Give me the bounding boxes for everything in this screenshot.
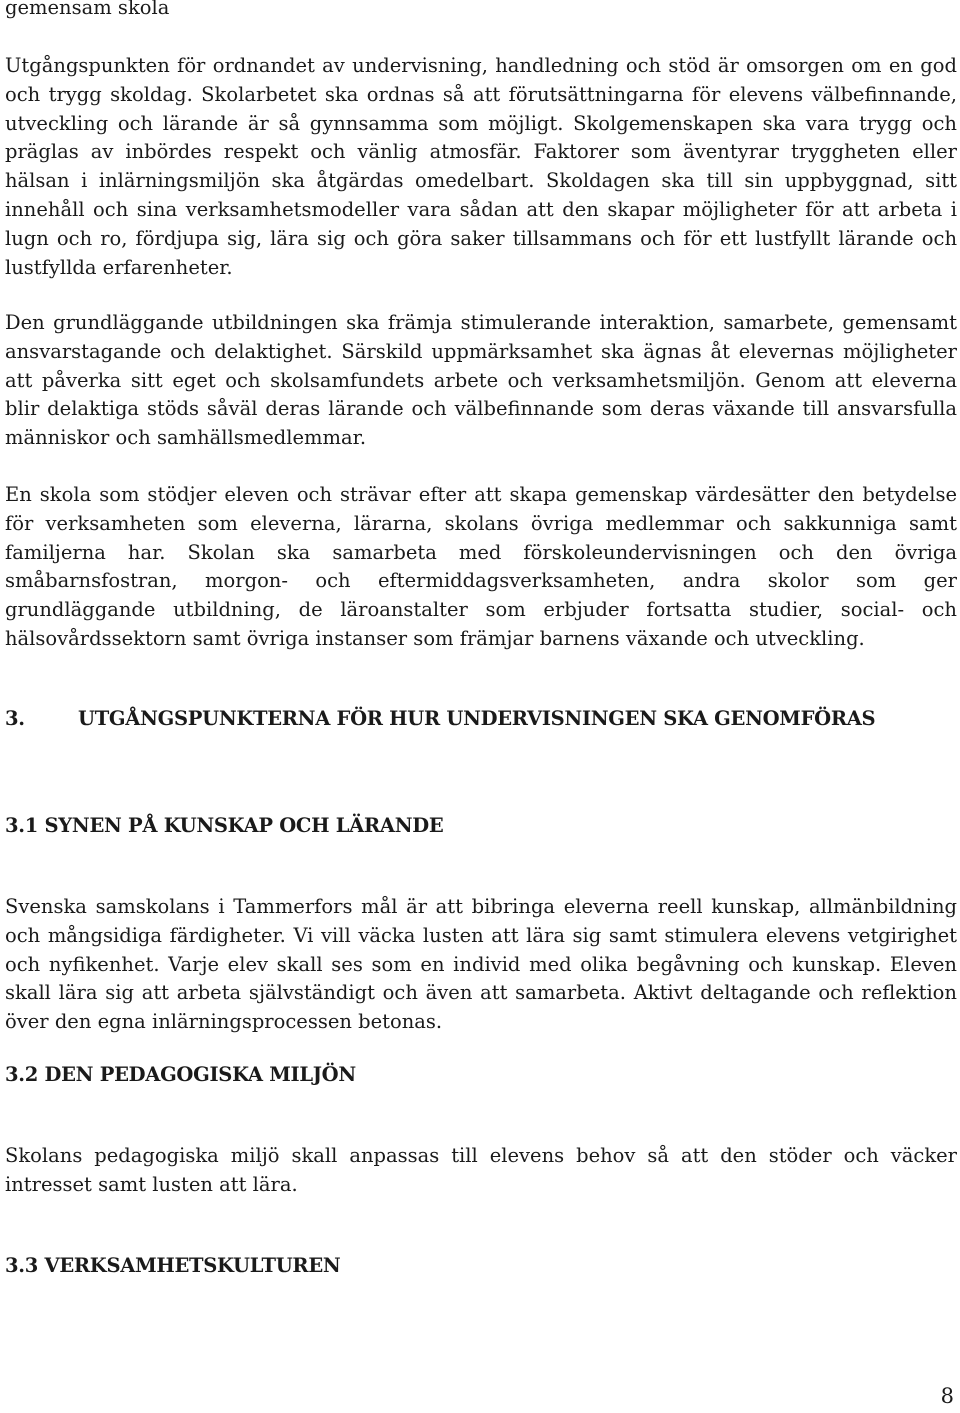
section-3-2-heading: 3.2 DEN PEDAGOGISKA MILJÖN	[5, 1063, 356, 1086]
section-3-2-text: Skolans pedagogiska miljö skall anpassas till elevens behov så att den stöder och väcker intresset samt lusten att lära.	[5, 1144, 957, 1196]
intro-heading: gemensam skola	[5, 0, 170, 19]
section-3-3-heading: 3.3 VERKSAMHETSKULTUREN	[5, 1254, 341, 1277]
section-3-number: 3.	[5, 707, 25, 730]
section-3-title: UTGÅNGSPUNKTERNA FÖR HUR UNDERVISNINGEN SKA GENOMFÖRAS	[78, 707, 876, 730]
paragraph-cooperation: En skola som stödjer eleven och strävar efter att skapa gemenskap värdesätter den betydelse för verksamheten som eleverna, lärarna, skolans övriga medlemmar och sakkunniga samt familjerna har. Skolan ska samarbeta med förskoleundervisningen och den övriga småbarnsfostran, morgon- och eftermiddagsverksamheten, andra skolor som ger grundläggande utbildning, de läroanstalter som erbjuder fortsatta studier, social- och hälsovårdssektorn samt övriga instanser som främjar barnens växande och utveckling.	[5, 483, 957, 650]
paragraph-school-day: Utgångspunkten för ordnandet av undervisning, handledning och stöd är omsorgen om en god och trygg skoldag. Skolarbetet ska ordnas så att förutsättningarna för elevens välbefinnande, utveckling och lärande är så gynnsamma som möjligt. Skolgemenskapen ska vara trygg och präglas av inbördes respekt och vänlig atmosfär. Faktorer som äventyrar tryggheten eller hälsan i inlärningsmiljön ska åtgärdas omedelbart. Skoldagen ska till sin uppbyggnad, sitt innehåll och sina verksamhetsmodeller vara sådan att den skapar möjligheter för att arbeta i lugn och ro, fördjupa sig, lära sig och göra saker tillsammans och för ett lustfyllt lärande och lustfyllda erfarenheter.	[5, 54, 957, 279]
section-3-1-text: Svenska samskolans i Tammerfors mål är att bibringa eleverna reell kunskap, allmänbildning och mångsidiga färdigheter. Vi vill väcka lusten att lära sig samt stimulera elevens vetgirighet och nyfikenhet. Varje elev skall ses som en individ med olika begåvning och kunskap. Eleven skall lära sig att arbeta självständigt och även att samarbeta. Aktivt deltagande och reflektion över den egna inlärningsprocessen betonas.	[5, 895, 957, 1034]
paragraph-interaction: Den grundläggande utbildningen ska främja stimulerande interaktion, samarbete, gemensamt ansvarstagande och delaktighet. Särskild uppmärksamhet ska ägnas åt elevernas möjligheter att påverka sitt eget och skolsamfundets arbete och verksamhetsmiljön. Genom att eleverna blir delaktiga stöds såväl deras lärande och välbefinnande som deras växande till ansvarsfulla människor och samhällsmedlemmar.	[5, 311, 957, 450]
section-3-heading	[5, 705, 875, 733]
section-3-1-heading: 3.1 SYNEN PÅ KUNSKAP OCH LÄRANDE	[5, 814, 444, 837]
page-number: 8	[940, 1384, 954, 1408]
